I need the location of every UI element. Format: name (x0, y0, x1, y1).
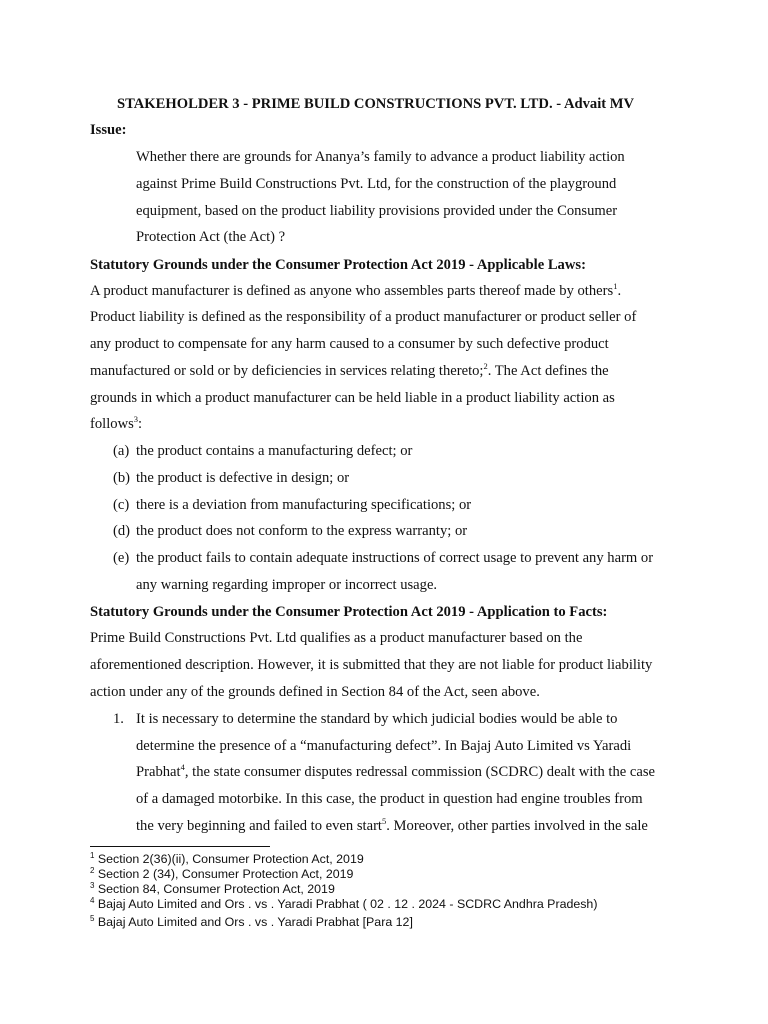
body-text: the very beginning and failed to even start (136, 818, 382, 834)
body-text: : (138, 416, 143, 432)
list-marker: 1. (113, 711, 124, 727)
body-line: aforementioned description. However, it is submitted that they are not liable for product liability (90, 657, 653, 673)
document-heading: STAKEHOLDER 3 - PRIME BUILD CONSTRUCTIONS PVT. LTD. - Advait MV (117, 96, 635, 112)
footnote-ref[interactable]: 1 (613, 281, 618, 292)
issue-line: Whether there are grounds for Ananya’s family to advance a product liability action (136, 149, 625, 165)
body-line (90, 282, 621, 300)
list-item: the product does not conform to the express warranty; or (136, 523, 468, 539)
body-line: action under any of the grounds defined in Section 84 of the Act, seen above. (90, 684, 540, 700)
numbered-item-line: determine the presence of a “manufacturing defect”. In Bajaj Auto Limited vs Yaradi (136, 738, 632, 754)
footnote-text: Bajaj Auto Limited and Ors . vs . Yaradi Prabhat ( 02 . 12 . 2024 - SCDRC Andhra Pradesh) (94, 897, 598, 911)
list-marker: (d) (113, 523, 131, 539)
numbered-item-line: It is necessary to determine the standard by which judicial bodies would be able to (136, 711, 618, 727)
footnote-text: Bajaj Auto Limited and Ors . vs . Yaradi Prabhat [Para 12] (94, 915, 413, 929)
body-text: follows (90, 416, 134, 432)
list-item: the product is defective in design; or (136, 470, 350, 486)
footnote (90, 882, 335, 897)
section-heading-application-to-facts: Statutory Grounds under the Consumer Protection Act 2019 - Application to Facts: (90, 604, 608, 620)
footnote-text: Section 2 (34), Consumer Protection Act, 2019 (94, 867, 354, 881)
list-item: the product fails to contain adequate instructions of correct usage to prevent any harm or (136, 550, 654, 566)
footnote-text: Section 84, Consumer Protection Act, 2019 (94, 882, 335, 896)
body-text: . The Act defines the (487, 363, 609, 379)
body-text: manufactured or sold or by deficiencies in services relating thereto; (90, 363, 484, 379)
body-text: . (617, 283, 622, 299)
footnote-number: 5 (90, 913, 95, 923)
footnote (90, 897, 597, 912)
list-marker: (e) (113, 550, 130, 566)
footnote-number: 3 (90, 880, 95, 890)
issue-label: Issue: (90, 122, 127, 138)
body-text: , the state consumer disputes redressal commission (SCDRC) dealt with the case (184, 764, 655, 780)
list-marker: (c) (113, 497, 130, 513)
footnote-text: Section 2(36)(ii), Consumer Protection Act, 2019 (94, 852, 364, 866)
list-item: there is a deviation from manufacturing specifications; or (136, 497, 472, 513)
list-item-continuation: any warning regarding improper or incorrect usage. (136, 577, 438, 593)
list-marker: (a) (113, 443, 130, 459)
section-heading-applicable-laws: Statutory Grounds under the Consumer Protection Act 2019 - Applicable Laws: (90, 257, 586, 273)
body-line (90, 362, 609, 380)
body-line: Prime Build Constructions Pvt. Ltd qualifies as a product manufacturer based on the (90, 630, 583, 646)
body-text: A product manufacturer is defined as anyone who assembles parts thereof made by others (90, 283, 614, 299)
list-marker: (b) (113, 470, 131, 486)
issue-line: Protection Act (the Act) ? (136, 229, 286, 245)
body-line: grounds in which a product manufacturer can be held liable in a product liability action as (90, 390, 615, 406)
body-line (90, 415, 142, 433)
footnote-number: 2 (90, 865, 95, 875)
footnote-ref[interactable]: 3 (133, 414, 139, 425)
numbered-item-line (136, 763, 655, 781)
body-line: any product to compensate for any harm caused to a consumer by such defective product (90, 336, 609, 352)
numbered-item-line: of a damaged motorbike. In this case, the product in question had engine troubles from (136, 791, 643, 807)
footnote-ref[interactable]: 2 (483, 361, 488, 372)
list-item: the product contains a manufacturing defect; or (136, 443, 413, 459)
footnote (90, 867, 353, 882)
footnote-ref[interactable]: 5 (382, 816, 387, 827)
body-line: Product liability is defined as the responsibility of a product manufacturer or product seller of (90, 309, 637, 325)
body-text: . Moreover, other parties involved in the sale (386, 818, 648, 834)
footnote (90, 852, 364, 867)
footnote (90, 915, 413, 930)
numbered-item-line (136, 817, 648, 835)
footnote-ref[interactable]: 4 (180, 762, 185, 773)
footnote-number: 4 (90, 895, 95, 905)
body-text: Prabhat (136, 764, 181, 780)
footnote-separator (90, 846, 270, 847)
issue-line: against Prime Build Constructions Pvt. Ltd, for the construction of the playground (136, 176, 617, 192)
issue-line: equipment, based on the product liability provisions provided under the Consumer (136, 203, 618, 219)
footnote-number: 1 (90, 850, 95, 860)
